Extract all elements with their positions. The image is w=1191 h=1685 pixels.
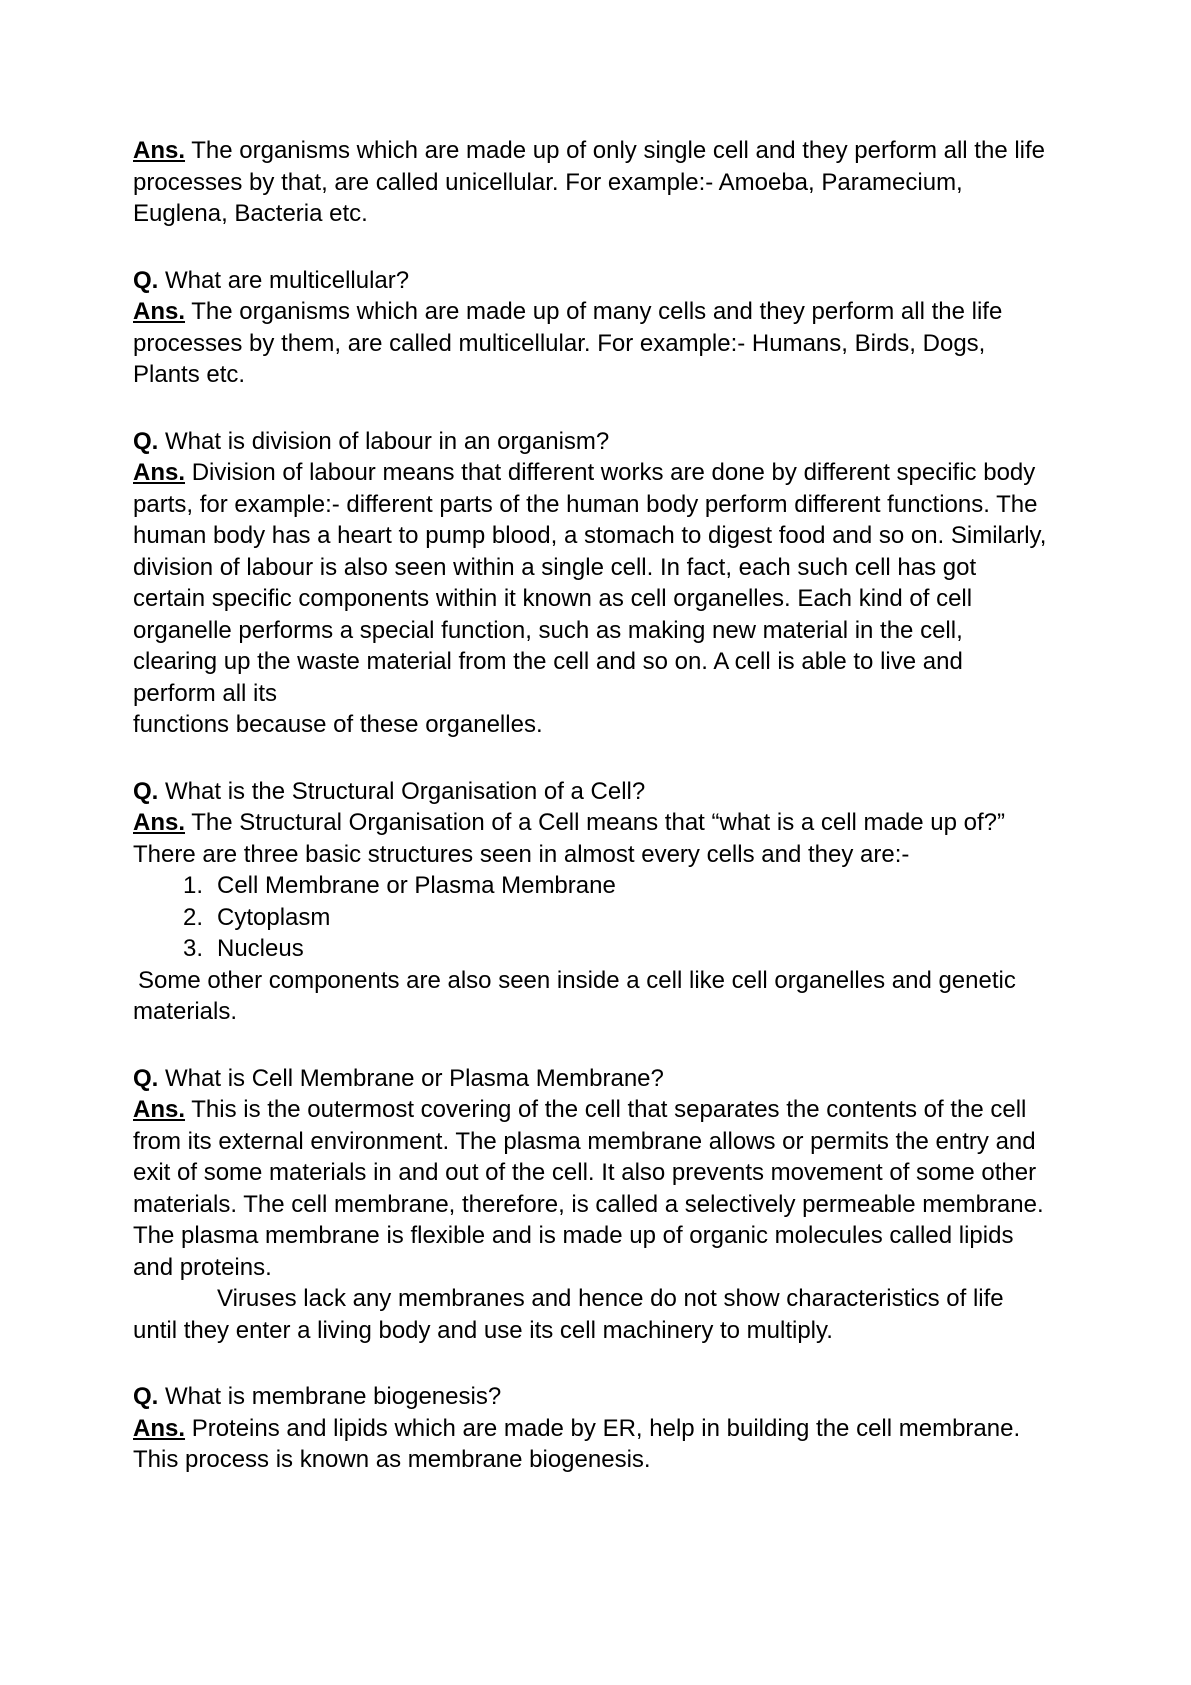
list-item-number: 3. bbox=[183, 935, 204, 962]
answer-paragraph bbox=[133, 296, 1049, 391]
question-paragraph bbox=[133, 776, 1049, 808]
text-line: What is division of labour in an organism? bbox=[165, 427, 610, 455]
question-label: Q. bbox=[133, 1064, 159, 1092]
list-item bbox=[133, 870, 1049, 902]
text-paragraph bbox=[133, 965, 1049, 1028]
answer-label: Ans. bbox=[133, 459, 186, 486]
list-item-text: Cell Membrane or Plasma Membrane bbox=[217, 872, 616, 899]
question-label: Q. bbox=[133, 427, 159, 455]
text-line: The organisms which are made up of only single cell and they perform all the life processes by that, are called unicellular. For example:- Amoeba, Paramecium, Euglena, Bacteria etc. bbox=[133, 137, 1046, 227]
answer-paragraph bbox=[133, 135, 1049, 230]
text-line: Some other components are also seen inside a cell like cell organelles and genetic materials. bbox=[133, 966, 1016, 1025]
question-label: Q. bbox=[133, 266, 159, 294]
question-paragraph bbox=[133, 265, 1049, 297]
answer-label: Ans. bbox=[133, 1414, 186, 1442]
text-line: What is membrane biogenesis? bbox=[165, 1383, 502, 1410]
answer-paragraph bbox=[133, 1413, 1049, 1476]
answer-paragraph bbox=[133, 457, 1049, 741]
list-item-number: 2. bbox=[183, 903, 204, 931]
text-line: This is the outermost covering of the cell that separates the contents of the cell from its external environment. The plasma membrane allows or permits the entry and exit of some materials in and out of the cell. It also prevents movement of some other materials. The cell membrane, therefore, is called a selectively permeable membrane. The plasma membrane is flexible and is made up of organic molecules called lipids bbox=[133, 1096, 1044, 1249]
answer-label: Ans. bbox=[133, 298, 186, 325]
list-item-text: Cytoplasm bbox=[217, 903, 331, 931]
answer-paragraph bbox=[133, 807, 1049, 870]
text-line: What is Cell Membrane or Plasma Membrane? bbox=[165, 1064, 664, 1092]
blank-line bbox=[133, 1346, 1049, 1381]
question-paragraph bbox=[133, 1063, 1049, 1095]
text-line: and proteins. bbox=[133, 1253, 272, 1281]
answer-label: Ans. bbox=[133, 809, 186, 836]
blank-line bbox=[133, 391, 1049, 426]
text-line: Viruses lack any membranes and hence do not show characteristics of life until they enter a living body and use its cell machinery to multiply. bbox=[133, 1285, 1004, 1344]
question-label: Q. bbox=[133, 1383, 159, 1410]
question-label: Q. bbox=[133, 777, 159, 805]
list-item bbox=[133, 902, 1049, 934]
text-line: What is the Structural Organisation of a Cell? bbox=[165, 777, 646, 805]
blank-line bbox=[133, 230, 1049, 265]
blank-line bbox=[133, 1028, 1049, 1063]
text-line: The Structural Organisation of a Cell means that “what is a cell made up of?” There are three basic structures seen in almost every cells and they are:- bbox=[133, 809, 1005, 868]
text-line: Proteins and lipids which are made by ER, help in building the cell membrane. This process is known as membrane biogenesis. bbox=[133, 1414, 1021, 1473]
blank-line bbox=[133, 741, 1049, 776]
text-line: What are multicellular? bbox=[165, 266, 410, 294]
list-item-text: Nucleus bbox=[217, 935, 304, 962]
answer-label: Ans. bbox=[133, 1096, 186, 1123]
cell-structures-list bbox=[133, 870, 1049, 965]
text-line: The organisms which are made up of many cells and they perform all the life processes by them, are called multicellular. For example:- Humans, Birds, Dogs, Plants etc. bbox=[133, 298, 1003, 388]
question-paragraph bbox=[133, 1381, 1049, 1413]
page-content bbox=[133, 135, 1049, 1476]
list-item-number: 1. bbox=[183, 872, 204, 899]
list-item bbox=[133, 933, 1049, 965]
question-paragraph bbox=[133, 426, 1049, 458]
answer-paragraph bbox=[133, 1094, 1049, 1283]
text-line: Division of labour means that different works are done by different specific body parts, for example:- different parts of the human body perform different functions. The human body has a heart to pump blood, a stomach to digest food and so on. Similarly, division of labour is also seen within a single cell. In fact, each such cell has got certain specific components within it known as cell organelles. Each kind of cell organelle performs a special function, such as making new material in the cell, clearing up the waste material from the cell and so on. A cell is able to live and perform all its bbox=[133, 459, 1047, 707]
text-paragraph bbox=[133, 1283, 1049, 1346]
answer-label: Ans. bbox=[133, 137, 186, 164]
text-line: functions because of these organelles. bbox=[133, 711, 543, 738]
